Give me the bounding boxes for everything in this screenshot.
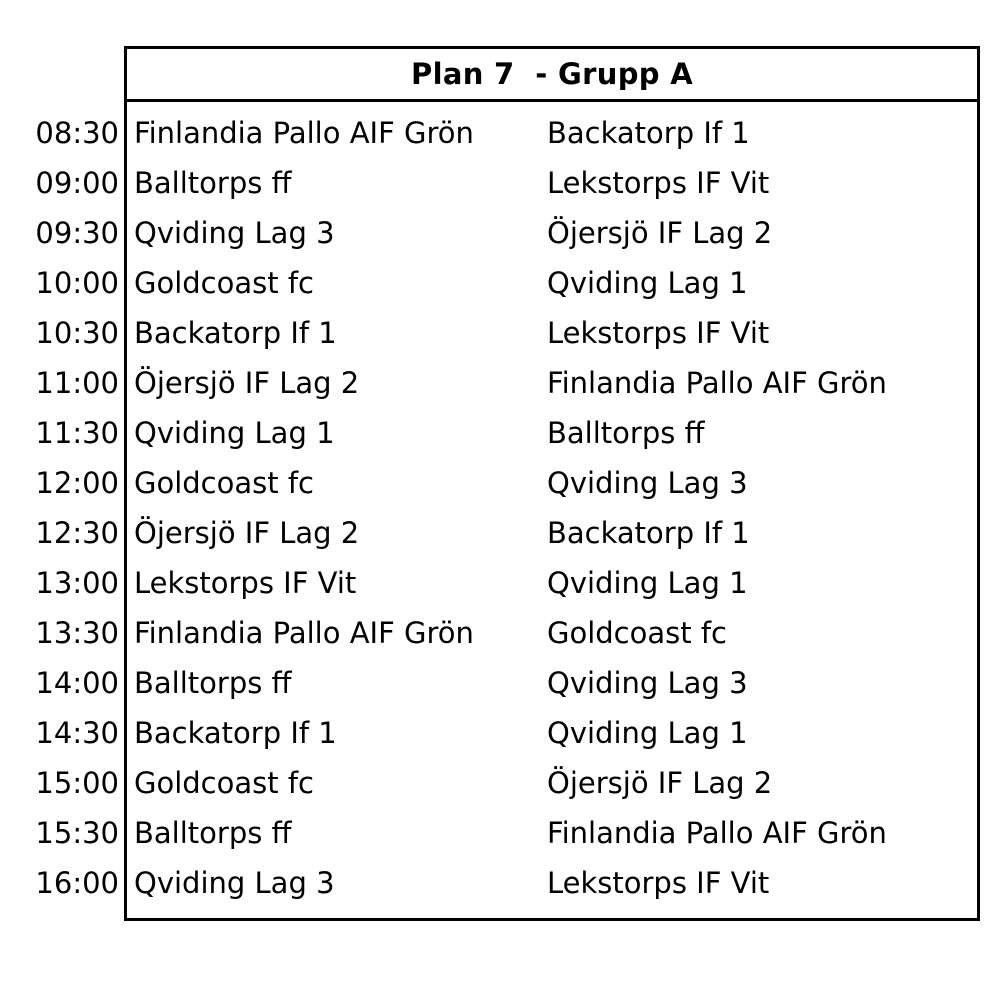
table-row	[35, 358, 977, 408]
table-row	[35, 808, 977, 858]
away-team: Qviding Lag 1	[547, 565, 748, 600]
away-team: Backatorp If 1	[547, 115, 750, 150]
home-team: Backatorp If 1	[134, 715, 337, 750]
home-team: Balltorps ff	[134, 815, 292, 850]
match-time: 15:00	[35, 765, 119, 800]
match-time: 09:30	[35, 215, 119, 250]
match-time: 11:30	[35, 415, 119, 450]
table-row	[35, 108, 977, 158]
table-row	[35, 658, 977, 708]
table-row	[35, 158, 977, 208]
match-time: 12:00	[35, 465, 119, 500]
match-time: 13:00	[35, 565, 119, 600]
away-team: Qviding Lag 1	[547, 715, 748, 750]
match-time: 15:30	[35, 815, 119, 850]
home-team: Qviding Lag 3	[134, 865, 335, 900]
table-row	[35, 708, 977, 758]
away-team: Lekstorps IF Vit	[547, 865, 770, 900]
table-row	[35, 458, 977, 508]
home-team: Goldcoast fc	[134, 465, 314, 500]
away-team: Finlandia Pallo AIF Grön	[547, 365, 887, 400]
away-team: Goldcoast fc	[547, 615, 727, 650]
away-team: Backatorp If 1	[547, 515, 750, 550]
home-team: Öjersjö IF Lag 2	[134, 515, 360, 550]
match-time: 13:30	[35, 615, 119, 650]
away-team: Finlandia Pallo AIF Grön	[547, 815, 887, 850]
match-time: 16:00	[35, 865, 119, 900]
match-time: 14:30	[35, 715, 119, 750]
away-team: Öjersjö IF Lag 2	[547, 215, 773, 250]
match-time: 10:30	[35, 315, 119, 350]
match-time: 10:00	[35, 265, 119, 300]
home-team: Balltorps ff	[134, 165, 292, 200]
match-schedule-table	[20, 46, 980, 921]
match-time: 08:30	[35, 115, 119, 150]
table-row	[35, 608, 977, 658]
home-team: Goldcoast fc	[134, 765, 314, 800]
home-team: Goldcoast fc	[134, 265, 314, 300]
home-team: Finlandia Pallo AIF Grön	[134, 115, 474, 150]
away-team: Qviding Lag 3	[547, 665, 748, 700]
away-team: Lekstorps IF Vit	[547, 315, 770, 350]
home-team: Lekstorps IF Vit	[134, 565, 357, 600]
home-team: Finlandia Pallo AIF Grön	[134, 615, 474, 650]
table-row	[35, 208, 977, 258]
home-team: Qviding Lag 3	[134, 215, 335, 250]
away-team: Lekstorps IF Vit	[547, 165, 770, 200]
table-header	[124, 46, 980, 102]
match-time: 12:30	[35, 515, 119, 550]
table-row	[35, 408, 977, 458]
home-team: Öjersjö IF Lag 2	[134, 365, 360, 400]
table-row	[35, 508, 977, 558]
away-team: Balltorps ff	[547, 415, 705, 450]
match-time: 14:00	[35, 665, 119, 700]
table-row	[35, 258, 977, 308]
home-team: Qviding Lag 1	[134, 415, 335, 450]
home-team: Backatorp If 1	[134, 315, 337, 350]
table-body	[35, 102, 980, 921]
away-team: Qviding Lag 1	[547, 265, 748, 300]
table-row	[35, 758, 977, 808]
match-time: 11:00	[35, 365, 119, 400]
home-team: Balltorps ff	[134, 665, 292, 700]
away-team: Qviding Lag 3	[547, 465, 748, 500]
table-row	[35, 558, 977, 608]
table-wrapper	[20, 46, 980, 921]
match-time: 09:00	[35, 165, 119, 200]
table-title: Plan 7 - Grupp A	[411, 57, 693, 91]
away-team: Öjersjö IF Lag 2	[547, 765, 773, 800]
table-row	[35, 308, 977, 358]
match-rows	[35, 108, 977, 908]
table-row	[35, 858, 977, 908]
